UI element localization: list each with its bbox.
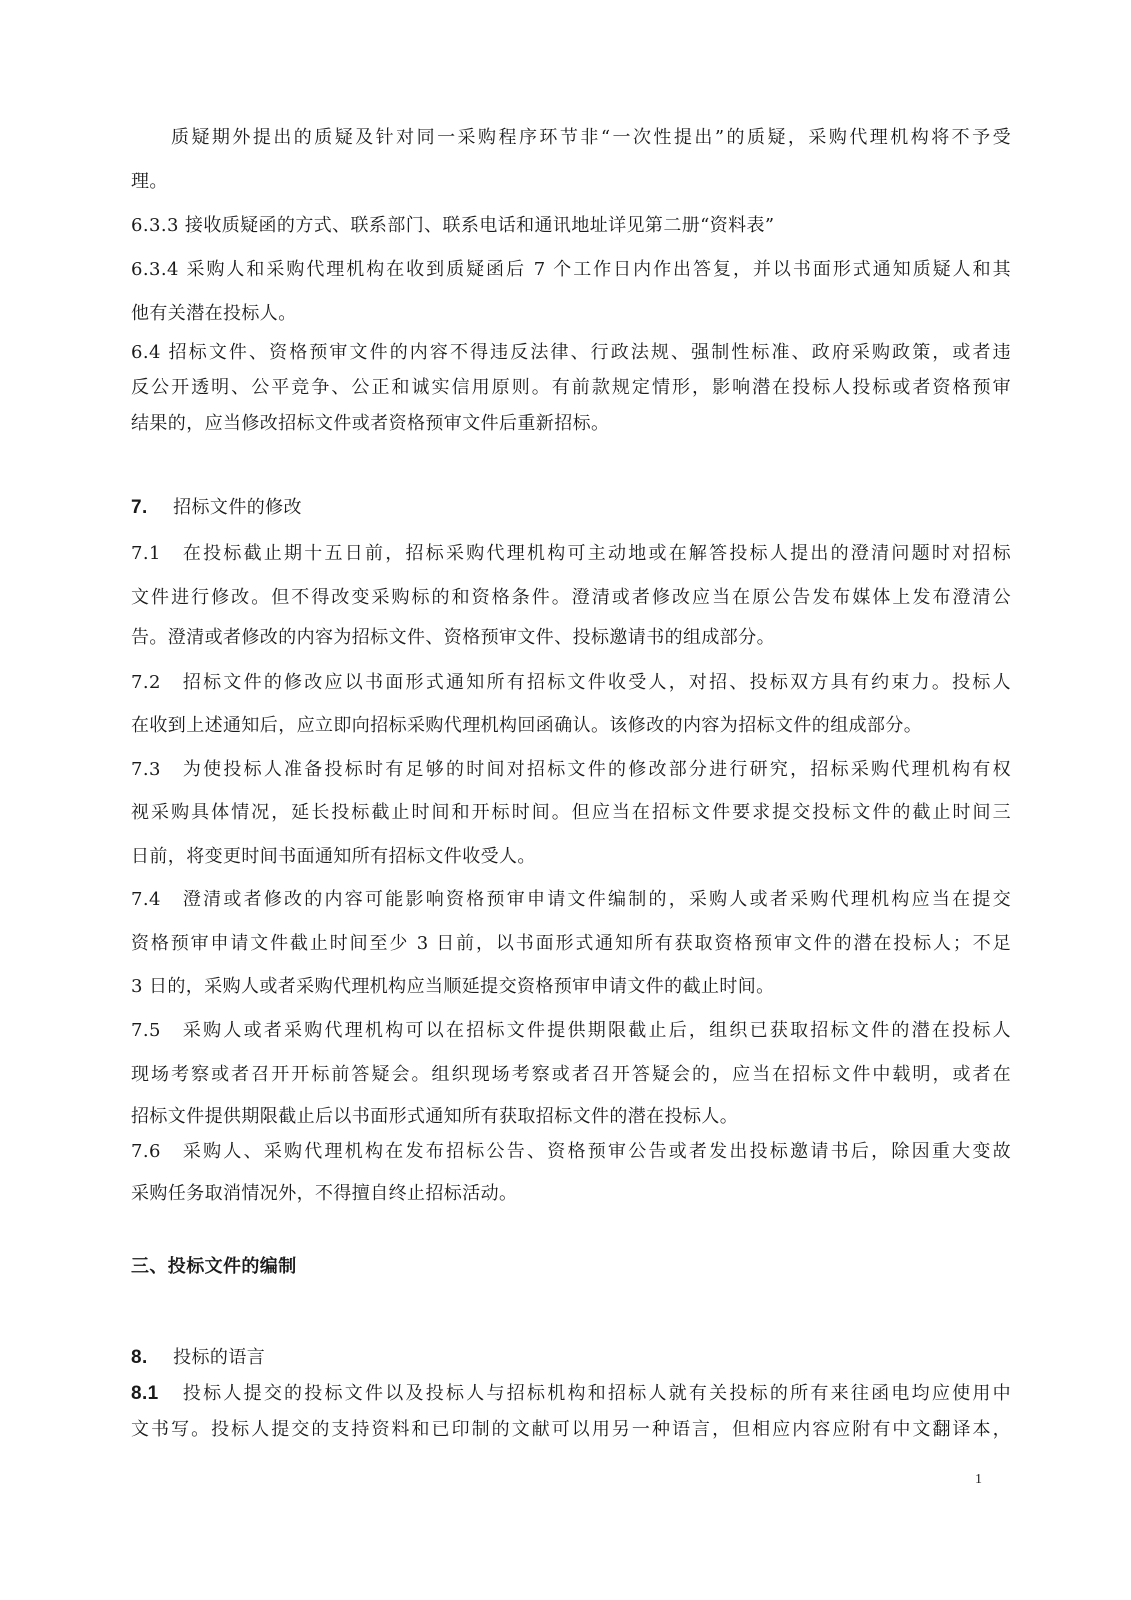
clause-number: 7.2 [131, 672, 161, 693]
chapter-3-heading: 三、投标文件的编制 [131, 1256, 297, 1277]
clause-7-1-line: 告。澄清或者修改的内容为招标文件、资格预审文件、投标邀请书的组成部分。 [131, 627, 775, 648]
section-number: 7. [131, 497, 148, 518]
section-title: 招标文件的修改 [173, 497, 302, 518]
page-number: 1 [975, 1472, 982, 1487]
clause-number: 7.4 [131, 889, 161, 910]
paragraph-line: 质疑期外提出的质疑及针对同一采购程序环节非“一次性提出”的质疑，采购代理机构将不予受 [171, 127, 1011, 148]
section-number: 8. [131, 1347, 148, 1368]
clause-8-1-line: 文书写。投标人提交的支持资料和已印制的文献可以用另一种语言，但相应内容应附有中文翻译本， [131, 1419, 1011, 1440]
clause-7-2-line: 在收到上述通知后，应立即向招标采购代理机构回函确认。该修改的内容为招标文件的组成部分。 [131, 715, 923, 736]
clause-7-6-line: 采购任务取消情况外，不得擅自终止招标活动。 [131, 1183, 518, 1204]
clause-6-3-4-line: 他有关潜在投标人。 [131, 303, 297, 324]
clause-7-5-line: 现场考察或者召开开标前答疑会。组织现场考察或者召开答疑会的，应当在招标文件中载明，或者在 [131, 1064, 1011, 1085]
clause-text: 招标文件的修改应以书面形式通知所有招标文件收受人，对招、投标双方具有约束力。投标人 [181, 672, 1011, 693]
clause-7-5-line: 招标文件提供期限截止后以书面形式通知所有获取招标文件的潜在投标人。 [131, 1106, 739, 1127]
clause-number: 7.6 [131, 1141, 161, 1162]
clause-7-3-line: 视采购具体情况，延长投标截止时间和开标时间。但应当在招标文件要求提交投标文件的截止时间三 [131, 802, 1011, 823]
clause-number: 7.1 [131, 543, 161, 564]
section-8-heading [131, 1346, 1011, 1370]
clause-6-3-4-line: 6.3.4 采购人和采购代理机构在收到质疑函后 7 个工作日内作出答复，并以书面形式通知质疑人和其 [131, 259, 1011, 280]
clause-text: 澄清或者修改的内容可能影响资格预审申请文件编制的，采购人或者采购代理机构应当在提交 [181, 889, 1011, 910]
clause-7-4-line: 3 日的，采购人或者采购代理机构应当顺延提交资格预审申请文件的截止时间。 [131, 976, 775, 997]
paragraph-line: 理。 [131, 171, 168, 192]
clause-7-3-line: 日前，将变更时间书面通知所有招标文件收受人。 [131, 846, 536, 867]
clause-text: 采购人或者采购代理机构可以在招标文件提供期限截止后，组织已获取招标文件的潜在投标人 [181, 1020, 1011, 1041]
clause-text: 为使投标人准备投标时有足够的时间对招标文件的修改部分进行研究，招标采购代理机构有权 [181, 759, 1011, 780]
clause-number: 7.3 [131, 759, 161, 780]
clause-7-6-line [131, 1140, 1011, 1164]
clause-7-4-line [131, 888, 1011, 912]
section-title: 投标的语言 [173, 1347, 266, 1368]
clause-7-1-line [131, 542, 1011, 566]
clause-8-1-line [131, 1382, 1011, 1406]
clause-6-4-line: 结果的，应当修改招标文件或者资格预审文件后重新招标。 [131, 413, 610, 434]
clause-7-1-line: 文件进行修改。但不得改变采购标的和资格条件。澄清或者修改应当在原公告发布媒体上发布澄清公 [131, 587, 1011, 608]
clause-6-4-line: 反公开透明、公平竞争、公正和诚实信用原则。有前款规定情形，影响潜在投标人投标或者资格预审 [131, 377, 1011, 398]
clause-7-2-line [131, 671, 1011, 695]
clause-7-4-line: 资格预审申请文件截止时间至少 3 日前，以书面形式通知所有获取资格预审文件的潜在投标人；不足 [131, 933, 1011, 954]
clause-text: 在投标截止期十五日前，招标采购代理机构可主动地或在解答投标人提出的澄清问题时对招标 [181, 543, 1011, 564]
clause-7-3-line [131, 758, 1011, 782]
clause-text: 投标人提交的投标文件以及投标人与招标机构和招标人就有关投标的所有来往函电均应使用中 [181, 1383, 1011, 1404]
clause-6-4-line: 6.4 招标文件、资格预审文件的内容不得违反法律、行政法规、强制性标准、政府采购政策，或者违 [131, 342, 1011, 363]
section-7-heading [131, 496, 1011, 520]
clause-text: 采购人、采购代理机构在发布招标公告、资格预审公告或者发出投标邀请书后，除因重大变故 [181, 1141, 1011, 1162]
clause-7-5-line [131, 1019, 1011, 1043]
clause-number: 8.1 [131, 1383, 159, 1404]
clause-6-3-3: 6.3.3 接收质疑函的方式、联系部门、联系电话和通讯地址详见第二册“资料表” [131, 215, 775, 236]
clause-number: 7.5 [131, 1020, 161, 1041]
